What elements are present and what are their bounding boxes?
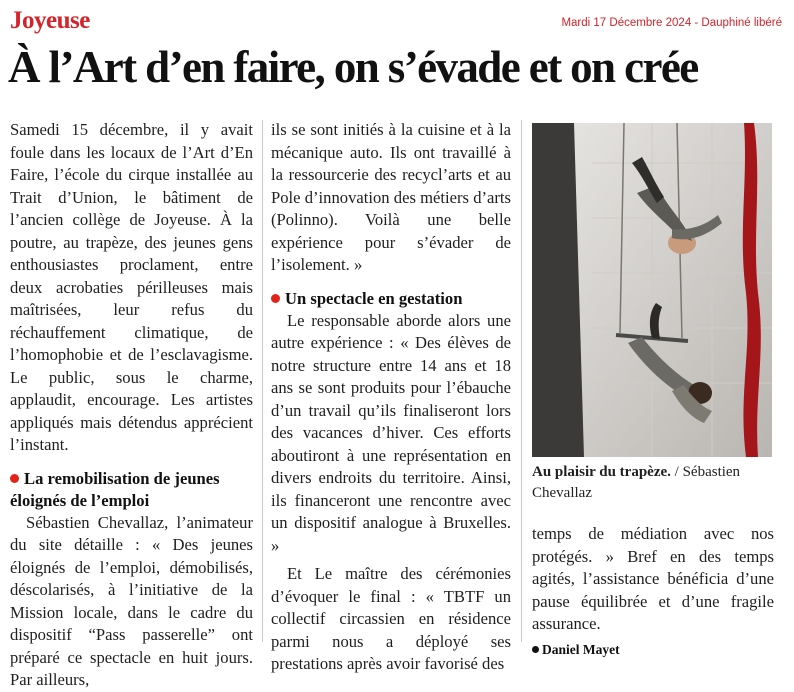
subheading-text: Un spectacle en gestation (285, 288, 463, 308)
continuation-paragraph: ils se sont initiés à la cuisine et à la mécanique auto. Ils ont travaillé à la ressourcerie des recycl’arts et au Pole d’innovation des métiers d’arts (Polinno). Voilà une belle expérience pour s’évader de l’isolement. » (271, 120, 511, 274)
subheading-spectacle (271, 288, 511, 310)
headline: À l’Art d’en faire, on s’évade et on crée (8, 42, 698, 92)
article-column-3 (532, 523, 774, 661)
column-divider (262, 120, 263, 642)
author-name: Daniel Mayet (542, 641, 620, 657)
article-column-1 (10, 119, 253, 692)
dateline: Mardi 17 Décembre 2024 - Dauphiné libéré (561, 17, 782, 29)
subheading-text: La remobilisation de jeunes éloignés de l’emploi (10, 468, 220, 510)
intro-paragraph: Samedi 15 décembre, il y avait foule dans les locaux de l’Art d’En Faire, l’école du cirque installée au Trait d’Union, le bâtiment de l’ancien collège de Joyeuse. À la poutre, au trapèze, des jeunes gens enthousiastes proclament, entre deux acrobaties périlleuses mais maîtrisées, leur refus du réchauffement climatique, de l’homophobie et de l’esclavagisme. Le public, sous le charme, applaudit, encourage. Les artistes appliqués mais détendus apprécient l’instant. (10, 120, 253, 454)
section1-paragraph: Sébastien Chevallaz, l’animateur du site détaille : « Des jeunes éloignés de l’emploi, démobilisés, déscolarisés, à l’initiative de la Mission locale, dans le cadre du dispositif “Pass passerelle” ont préparé ce spectacle en huit jours. Par ailleurs, (10, 512, 253, 689)
section2-paragraph-2: Et Le maître des cérémonies d’évoquer le final : « TBTF un collectif circassien en résidence parmi nous a déployé ses prestations après avoir favorisé des (271, 564, 511, 673)
photo-caption (532, 462, 776, 504)
red-bullet-icon (271, 294, 280, 303)
section-kicker: Joyeuse (10, 7, 90, 34)
article-column-2 (271, 119, 511, 676)
trapeze-photo (532, 123, 772, 457)
black-bullet-icon (532, 646, 539, 653)
trapeze-photo-illustration (532, 123, 772, 457)
column-divider (521, 120, 522, 642)
section2-paragraph-1: Le responsable aborde alors une autre expérience : « Des élèves de notre structure entre 14 ans et 18 ans se sont produits pour l’ébauche d’un travail qu’ils finaliseront lors des vacances d’hiver. Ces efforts aboutiront à une représentation en divers endroits du territoire. Ainsi, ils financeront une rencontre avec un dispositif analogue à Bruxelles. » (271, 310, 511, 555)
caption-credit: / Sébastien Chevallaz (532, 464, 741, 501)
author-signature (532, 639, 774, 662)
red-bullet-icon (10, 474, 19, 483)
caption-lead: Au plaisir du trapèze. (532, 464, 671, 480)
subheading-remobilisation (10, 468, 253, 512)
closing-paragraph: temps de médiation avec nos protégés. » Bref en des temps agités, l’assistance bénéficia d’une pause équilibrée et d’une fragile assurance. (532, 524, 774, 633)
